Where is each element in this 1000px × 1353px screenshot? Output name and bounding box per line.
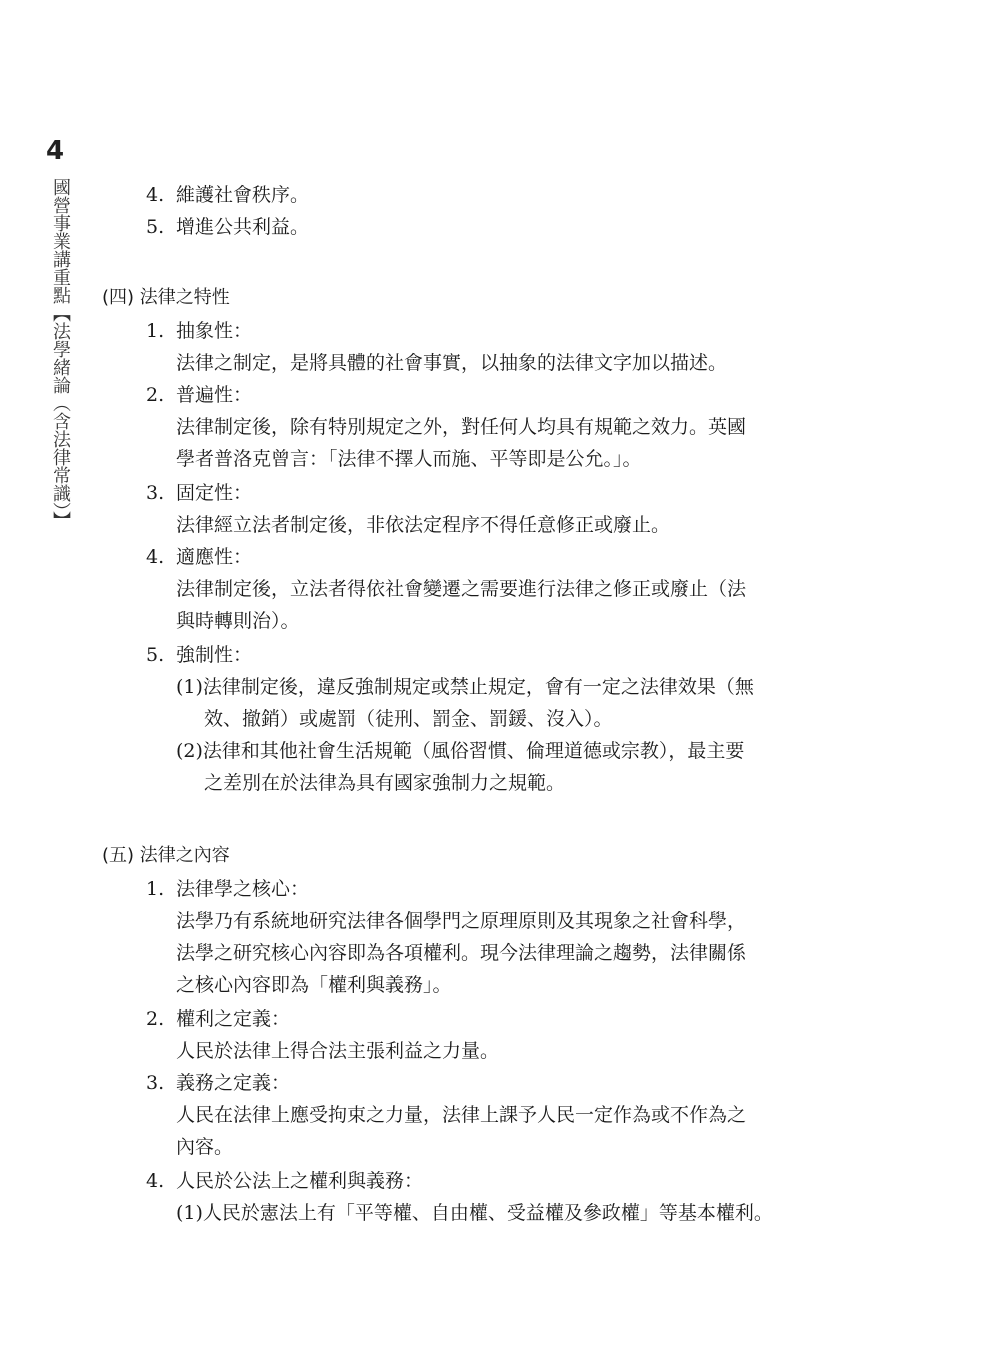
list-item (146, 541, 252, 573)
item-number: 4. (146, 546, 165, 568)
item-body: 與時轉則治）。 (176, 610, 300, 632)
item-text: 增進公共利益。 (176, 216, 310, 238)
item-number: 2. (146, 384, 165, 406)
list-item (146, 315, 252, 347)
item-body: 法律制定後，除有特別規定之外，對任何人均具有規範之效力。英國 (176, 416, 747, 438)
item-body: 人民在法律上應受拘束之力量，法律上課予人民一定作為或不作為之 (176, 1104, 747, 1126)
item-body: 人民於法律上得合法主張利益之力量。 (176, 1040, 500, 1062)
item-title: 普遍性： (176, 384, 253, 406)
list-item (146, 639, 252, 671)
list-item (146, 211, 309, 243)
sub-item-continued: 效、撤銷）或處罰（徒刑、罰金、罰鍰、沒入）。 (204, 708, 613, 730)
list-item (146, 179, 309, 211)
sub-item-continued: 之差別在於法律為具有國家強制力之規範。 (204, 772, 566, 794)
list-item (146, 1165, 423, 1197)
list-item (146, 477, 252, 509)
item-body: 法律經立法者制定後，非依法定程序不得任意修正或廢止。 (176, 514, 671, 536)
item-title: 權利之定義： (176, 1008, 291, 1030)
item-title: 固定性： (176, 482, 253, 504)
sub-item: (2)法律和其他社會生活規範（風俗習慣、倫理道德或宗教），最主要 (176, 740, 745, 762)
list-item (146, 873, 309, 905)
list-item (146, 379, 252, 411)
item-number: 4. (146, 1170, 165, 1192)
running-header-title: 國營事業講重點【法學緒論（含法律常識）】 (50, 178, 71, 529)
item-number: 2. (146, 1008, 165, 1030)
page-number: 4 (46, 136, 65, 166)
list-item (146, 1003, 290, 1035)
section-heading: (四) 法律之特性 (102, 287, 230, 308)
item-body: 法學乃有系統地研究法律各個學門之原理原則及其現象之社會科學， (176, 910, 747, 932)
item-title: 強制性： (176, 644, 253, 666)
item-number: 5. (146, 216, 165, 238)
item-body: 法律制定後，立法者得依社會變遷之需要進行法律之修正或廢止（法 (176, 578, 747, 600)
item-number: 1. (146, 878, 165, 900)
section-heading: (五) 法律之內容 (102, 845, 230, 866)
item-title: 適應性： (176, 546, 253, 568)
item-title: 人民於公法上之權利與義務： (176, 1170, 424, 1192)
item-title: 法律學之核心： (176, 878, 310, 900)
item-text: 維護社會秩序。 (176, 184, 310, 206)
item-body: 學者普洛克曾言：「法律不擇人而施、平等即是公允。」。 (176, 448, 642, 470)
list-item (146, 1067, 290, 1099)
item-number: 5. (146, 644, 165, 666)
item-body: 法學之研究核心內容即為各項權利。現今法律理論之趨勢，法律關係 (176, 942, 747, 964)
item-number: 4. (146, 184, 165, 206)
item-number: 1. (146, 320, 165, 342)
item-number: 3. (146, 1072, 165, 1094)
item-body: 內容。 (176, 1136, 234, 1158)
item-body: 法律之制定，是將具體的社會事實，以抽象的法律文字加以描述。 (176, 352, 728, 374)
item-title: 義務之定義： (176, 1072, 291, 1094)
item-number: 3. (146, 482, 165, 504)
sub-item: (1)人民於憲法上有「平等權、自由權、受益權及參政權」等基本權利。 (176, 1202, 773, 1224)
sub-item: (1)法律制定後，違反強制規定或禁止規定，會有一定之法律效果（無 (176, 676, 754, 698)
item-title: 抽象性： (176, 320, 253, 342)
item-body: 之核心內容即為「權利與義務」。 (176, 974, 452, 996)
